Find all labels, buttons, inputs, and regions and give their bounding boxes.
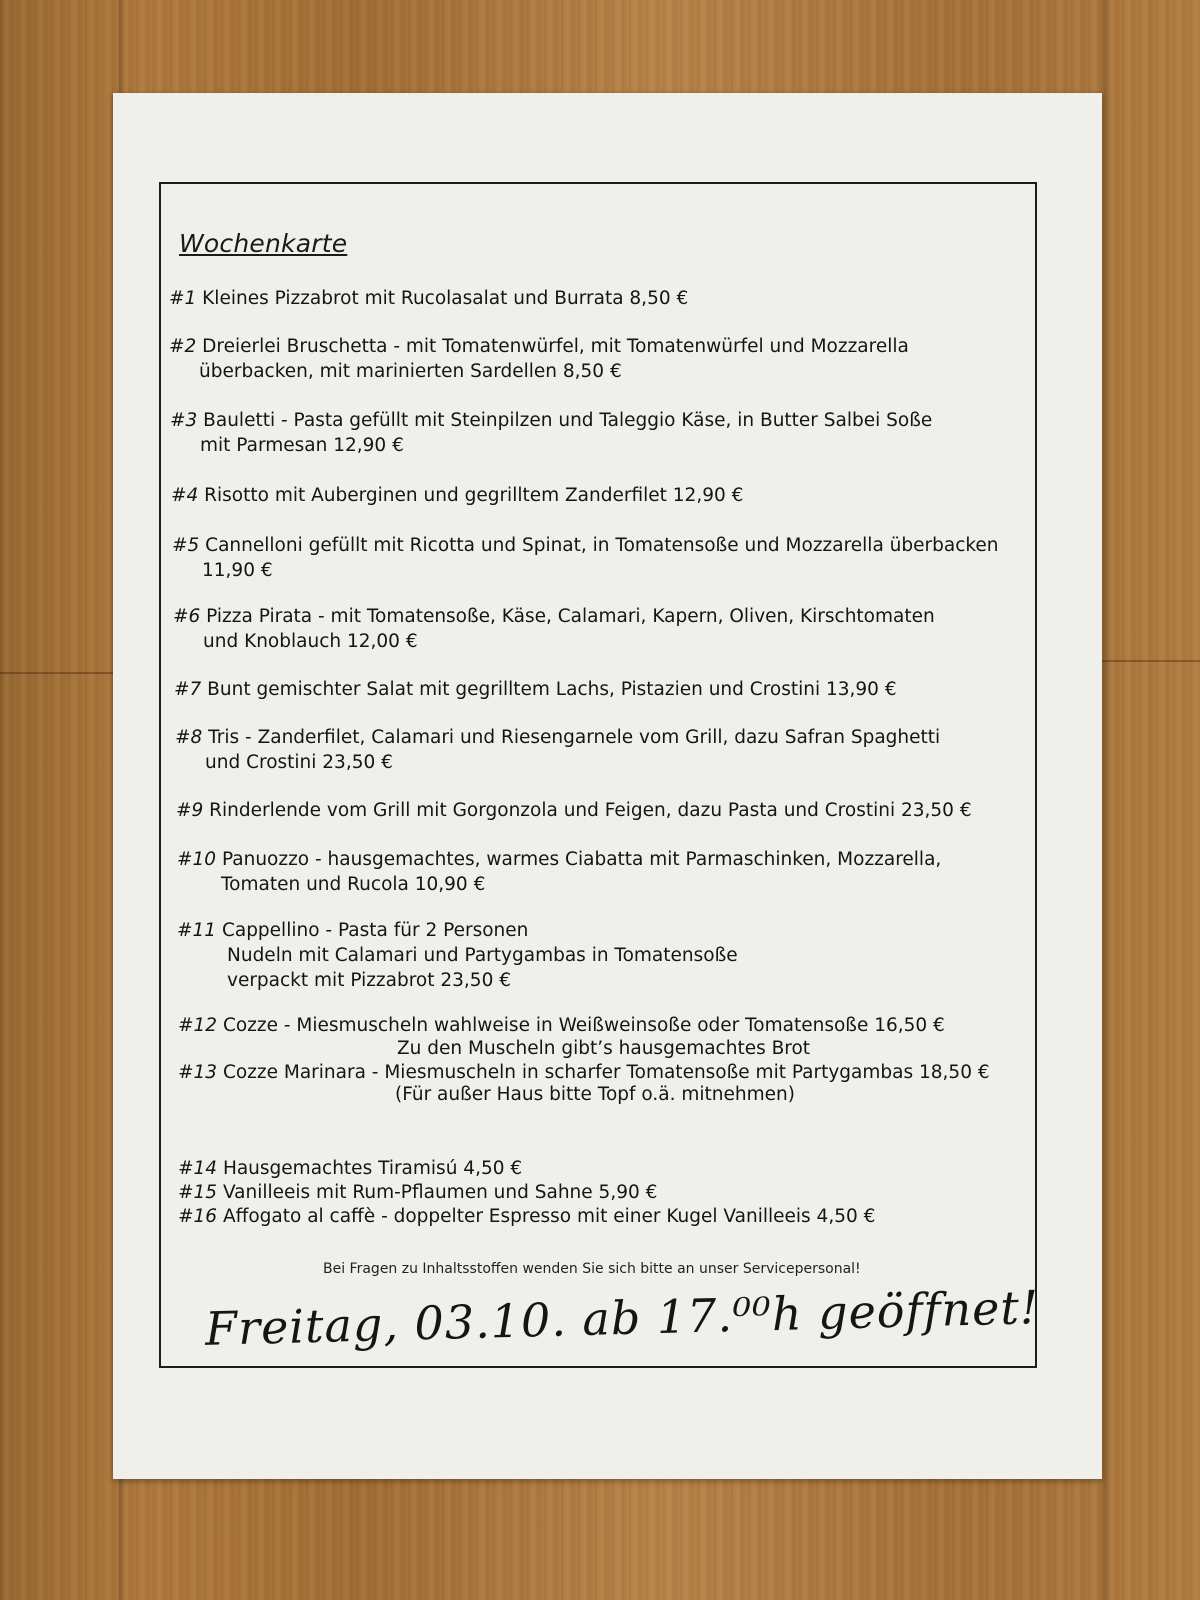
menu-item-5 [172, 533, 999, 583]
item-text: Tomaten und Rucola 10,90 € [221, 874, 486, 895]
menu-item-10 [177, 847, 941, 897]
item-number: #3 [170, 410, 198, 431]
menu-sheet [113, 93, 1102, 1479]
item-text: und Crostini 23,50 € [205, 752, 393, 773]
item-number: #15 [178, 1182, 218, 1203]
menu-item-15 [178, 1180, 657, 1205]
takeaway-note: (Für außer Haus bitte Topf o.ä. mitnehmen) [395, 1084, 795, 1105]
menu-item-11 [177, 918, 738, 993]
item-number: #10 [177, 849, 217, 870]
item-text: verpackt mit Pizzabrot 23,50 € [227, 970, 511, 991]
item-text: Hausgemachtes Tiramisú 4,50 € [222, 1158, 523, 1179]
item-number: #7 [174, 679, 202, 700]
item-number: #6 [173, 606, 201, 627]
item-number: #12 [178, 1015, 218, 1036]
item-text: Cappellino - Pasta für 2 Personen [221, 920, 529, 941]
menu-item-6 [173, 604, 935, 654]
item-text: mit Parmesan 12,90 € [200, 435, 404, 456]
item-text: Cozze - Miesmuscheln wahlweise in Weißweinsoße oder Tomatensoße 16,50 € [222, 1015, 945, 1036]
item-text: Vanilleeis mit Rum-Pflaumen und Sahne 5,90 € [222, 1182, 658, 1203]
menu-item-4 [171, 483, 743, 508]
mussels-bread-note: Zu den Muscheln gibt’s hausgemachtes Brot [397, 1038, 811, 1059]
item-text: Cannelloni gefüllt mit Ricotta und Spinat, in Tomatensoße und Mozzarella überbacken [205, 535, 999, 556]
menu-item-9 [176, 798, 972, 823]
item-number: #11 [177, 920, 217, 941]
item-text: Risotto mit Auberginen und gegrilltem Zanderfilet 12,90 € [204, 485, 744, 506]
item-number: #2 [169, 336, 197, 357]
menu-item-1 [169, 286, 688, 311]
item-text: Bauletti - Pasta gefüllt mit Steinpilzen und Taleggio Käse, in Butter Salbei Soße [203, 410, 933, 431]
item-number: #13 [178, 1062, 218, 1083]
item-number: #14 [178, 1158, 218, 1179]
menu-title: Wochenkarte [179, 229, 348, 258]
menu-item-16 [178, 1204, 875, 1229]
allergen-notice: Bei Fragen zu Inhaltsstoffen wenden Sie sich bitte an unser Servicepersonal! [323, 1261, 861, 1277]
item-text: überbacken, mit marinierten Sardellen 8,50 € [199, 361, 622, 382]
menu-item-2 [169, 334, 909, 384]
item-text: Tris - Zanderfilet, Calamari und Riesengarnele vom Grill, dazu Safran Spaghetti [208, 727, 941, 748]
item-text: Panuozzo - hausgemachtes, warmes Ciabatta mit Parmaschinken, Mozzarella, [221, 849, 942, 870]
item-number: #9 [176, 800, 204, 821]
menu-item-3 [170, 408, 932, 458]
menu-item-14 [178, 1156, 522, 1181]
item-text: Bunt gemischter Salat mit gegrilltem Lachs, Pistazien und Crostini 13,90 € [207, 679, 897, 700]
item-text: Dreierlei Bruschetta - mit Tomatenwürfel, mit Tomatenwürfel und Mozzarella [202, 336, 909, 357]
item-text: Kleines Pizzabrot mit Rucolasalat und Burrata 8,50 € [202, 288, 689, 309]
item-text: Cozze Marinara - Miesmuscheln in scharfer Tomatensoße mit Partygambas 18,50 € [222, 1062, 990, 1083]
item-text: Pizza Pirata - mit Tomatensoße, Käse, Calamari, Kapern, Oliven, Kirschtomaten [206, 606, 935, 627]
item-text: Affogato al caffè - doppelter Espresso mit einer Kugel Vanilleeis 4,50 € [222, 1206, 876, 1227]
menu-item-13 [178, 1060, 990, 1085]
item-text: Nudeln mit Calamari und Partygambas in Tomatensoße [227, 945, 738, 966]
item-text: und Knoblauch 12,00 € [203, 631, 418, 652]
item-number: #16 [178, 1206, 218, 1227]
handwritten-opening-note: Freitag, 03.10. ab 17.⁰⁰h geöffnet! [204, 1280, 1040, 1356]
item-text: 11,90 € [202, 560, 273, 581]
item-number: #1 [169, 288, 197, 309]
item-number: #4 [171, 485, 199, 506]
menu-item-8 [175, 725, 940, 775]
item-number: #5 [172, 535, 200, 556]
item-number: #8 [175, 727, 203, 748]
menu-item-7 [174, 677, 897, 702]
menu-item-12 [178, 1013, 945, 1038]
item-text: Rinderlende vom Grill mit Gorgonzola und Feigen, dazu Pasta und Crostini 23,50 € [209, 800, 972, 821]
